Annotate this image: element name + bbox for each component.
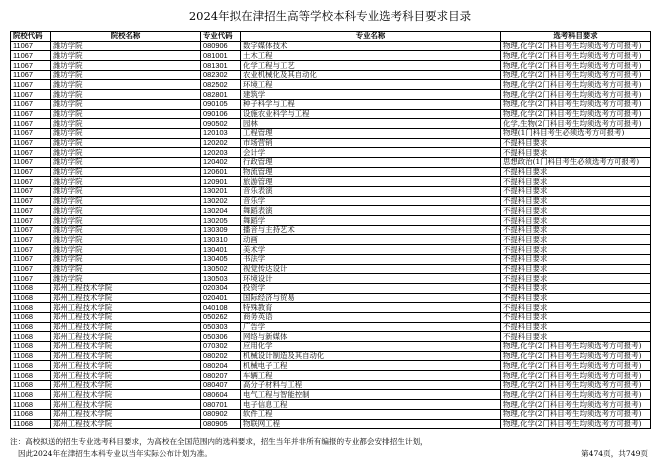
subject-requirement-cell: 不提科目要求 <box>501 206 651 216</box>
major-code-cell: 081301 <box>201 61 241 71</box>
major-code-cell: 120203 <box>201 148 241 158</box>
major-name-cell: 环境工程 <box>241 80 501 90</box>
subject-requirement-cell: 物理,化学(2门科目考生均须选考方可报考) <box>501 99 651 109</box>
table-row <box>11 264 651 274</box>
subject-requirement-cell: 物理,化学(2门科目考生均须选考方可报考) <box>501 51 651 61</box>
school-name-cell: 潍坊学院 <box>51 138 201 148</box>
school-code-cell: 11067 <box>11 254 51 264</box>
subject-requirement-cell: 物理,化学(2门科目考生均须选考方可报考) <box>501 380 651 390</box>
subject-requirement-cell: 不提科目要求 <box>501 274 651 284</box>
major-code-cell: 130401 <box>201 245 241 255</box>
major-name-cell: 土木工程 <box>241 51 501 61</box>
subject-requirement-cell: 物理,化学(2门科目考生均须选考方可报考) <box>501 361 651 371</box>
table-row <box>11 274 651 284</box>
school-name-cell: 郑州工程技术学院 <box>51 322 201 332</box>
major-code-cell: 080604 <box>201 390 241 400</box>
school-name-cell: 郑州工程技术学院 <box>51 293 201 303</box>
school-code-cell: 11067 <box>11 51 51 61</box>
school-name-cell: 潍坊学院 <box>51 245 201 255</box>
school-code-cell: 11067 <box>11 70 51 80</box>
school-code-cell: 11068 <box>11 342 51 352</box>
major-code-cell: 080905 <box>201 419 241 429</box>
major-name-cell: 园林 <box>241 119 501 129</box>
major-code-cell: 090106 <box>201 109 241 119</box>
major-code-cell: 120103 <box>201 128 241 138</box>
major-name-cell: 美术学 <box>241 245 501 255</box>
major-code-cell: 130502 <box>201 264 241 274</box>
major-name-cell: 物联网工程 <box>241 419 501 429</box>
subject-requirement-cell: 不提科目要求 <box>501 303 651 313</box>
table-row <box>11 361 651 371</box>
school-code-cell: 11068 <box>11 380 51 390</box>
table-row <box>11 187 651 197</box>
major-code-cell: 070302 <box>201 342 241 352</box>
major-code-cell: 082502 <box>201 80 241 90</box>
school-name-cell: 潍坊学院 <box>51 274 201 284</box>
school-code-cell: 11068 <box>11 283 51 293</box>
school-name-cell: 潍坊学院 <box>51 119 201 129</box>
major-code-cell: 130202 <box>201 196 241 206</box>
major-name-cell: 动画 <box>241 235 501 245</box>
table-row <box>11 148 651 158</box>
school-name-cell: 潍坊学院 <box>51 264 201 274</box>
subject-requirement-cell: 不提科目要求 <box>501 235 651 245</box>
school-code-cell: 11067 <box>11 119 51 129</box>
table-row <box>11 167 651 177</box>
school-code-cell: 11067 <box>11 264 51 274</box>
major-code-cell: 080202 <box>201 351 241 361</box>
table-row <box>11 322 651 332</box>
school-name-cell: 潍坊学院 <box>51 177 201 187</box>
major-name-cell: 车辆工程 <box>241 371 501 381</box>
school-code-cell: 11067 <box>11 41 51 51</box>
subject-requirement-cell: 物理,化学(2门科目考生均须选考方可报考) <box>501 371 651 381</box>
school-name-cell: 郑州工程技术学院 <box>51 332 201 342</box>
table-row <box>11 303 651 313</box>
school-name-cell: 潍坊学院 <box>51 187 201 197</box>
table-row <box>11 225 651 235</box>
subject-requirement-cell: 物理,化学(2门科目考生均须选考方可报考) <box>501 90 651 100</box>
major-name-cell: 电子信息工程 <box>241 400 501 410</box>
major-code-cell: 040108 <box>201 303 241 313</box>
major-code-cell: 090105 <box>201 99 241 109</box>
major-code-cell: 130204 <box>201 206 241 216</box>
school-code-cell: 11068 <box>11 361 51 371</box>
school-name-cell: 郑州工程技术学院 <box>51 303 201 313</box>
major-name-cell: 广告学 <box>241 322 501 332</box>
table-header-row <box>11 32 651 42</box>
major-name-cell: 设施农业科学与工程 <box>241 109 501 119</box>
major-code-cell: 120202 <box>201 138 241 148</box>
major-name-cell: 化学工程与工艺 <box>241 61 501 71</box>
major-name-cell: 音乐表演 <box>241 187 501 197</box>
major-name-cell: 环境设计 <box>241 274 501 284</box>
major-name-cell: 旅游管理 <box>241 177 501 187</box>
major-code-cell: 130201 <box>201 187 241 197</box>
major-code-cell: 130205 <box>201 216 241 226</box>
school-name-cell: 潍坊学院 <box>51 216 201 226</box>
table-row <box>11 119 651 129</box>
table-row <box>11 380 651 390</box>
subject-requirement-cell: 不提科目要求 <box>501 254 651 264</box>
school-name-cell: 潍坊学院 <box>51 235 201 245</box>
major-name-cell: 数字媒体技术 <box>241 41 501 51</box>
subject-requirement-cell: 不提科目要求 <box>501 283 651 293</box>
school-name-cell: 潍坊学院 <box>51 61 201 71</box>
subject-requirement-cell: 物理,化学(2门科目考生均须选考方可报考) <box>501 80 651 90</box>
major-code-cell: 130309 <box>201 225 241 235</box>
subject-requirement-cell: 不提科目要求 <box>501 216 651 226</box>
major-code-cell: 120402 <box>201 157 241 167</box>
major-name-cell: 建筑学 <box>241 90 501 100</box>
school-code-cell: 11068 <box>11 303 51 313</box>
school-code-cell: 11067 <box>11 128 51 138</box>
school-code-cell: 11067 <box>11 138 51 148</box>
requirements-table <box>10 31 651 429</box>
school-name-cell: 潍坊学院 <box>51 41 201 51</box>
major-code-cell: 130405 <box>201 254 241 264</box>
table-row <box>11 254 651 264</box>
major-code-cell: 082801 <box>201 90 241 100</box>
major-name-cell: 播音与主持艺术 <box>241 225 501 235</box>
table-row <box>11 283 651 293</box>
school-name-cell: 潍坊学院 <box>51 99 201 109</box>
table-row <box>11 400 651 410</box>
school-name-cell: 郑州工程技术学院 <box>51 361 201 371</box>
school-name-cell: 潍坊学院 <box>51 254 201 264</box>
school-code-cell: 11068 <box>11 419 51 429</box>
subject-requirement-cell: 物理,化学(2门科目考生均须选考方可报考) <box>501 109 651 119</box>
major-code-cell: 080701 <box>201 400 241 410</box>
subject-requirement-cell: 不提科目要求 <box>501 167 651 177</box>
school-name-cell: 潍坊学院 <box>51 148 201 158</box>
school-code-cell: 11067 <box>11 157 51 167</box>
subject-requirement-cell: 不提科目要求 <box>501 138 651 148</box>
subject-requirement-cell: 物理,化学(2门科目考生均须选考方可报考) <box>501 419 651 429</box>
table-row <box>11 51 651 61</box>
major-name-cell: 视觉传达设计 <box>241 264 501 274</box>
table-row <box>11 90 651 100</box>
footnote-line-1: 注：高校拟送的招生专业选考科目要求，为高校在全国范围内的选科要求，招生当年并非所有编报的专业都会安排招生计划， <box>10 437 428 446</box>
school-name-cell: 潍坊学院 <box>51 206 201 216</box>
table-row <box>11 80 651 90</box>
major-code-cell: 080906 <box>201 41 241 51</box>
school-code-cell: 11068 <box>11 390 51 400</box>
school-code-cell: 11067 <box>11 245 51 255</box>
table-row <box>11 371 651 381</box>
school-name-cell: 郑州工程技术学院 <box>51 342 201 352</box>
subject-requirement-cell: 物理,化学(2门科目考生均须选考方可报考) <box>501 390 651 400</box>
table-row <box>11 235 651 245</box>
school-code-cell: 11067 <box>11 80 51 90</box>
major-name-cell: 特殊教育 <box>241 303 501 313</box>
subject-requirement-cell: 不提科目要求 <box>501 312 651 322</box>
subject-requirement-cell: 不提科目要求 <box>501 187 651 197</box>
table-row <box>11 61 651 71</box>
major-code-cell: 050303 <box>201 322 241 332</box>
major-name-cell: 市场营销 <box>241 138 501 148</box>
table-row <box>11 109 651 119</box>
school-code-cell: 11068 <box>11 293 51 303</box>
major-code-cell: 080902 <box>201 409 241 419</box>
table-row <box>11 196 651 206</box>
table-row <box>11 390 651 400</box>
subject-requirement-cell: 物理,化学(2门科目考生均须选考方可报考) <box>501 41 651 51</box>
major-code-cell: 080204 <box>201 361 241 371</box>
school-code-cell: 11067 <box>11 167 51 177</box>
table-row <box>11 245 651 255</box>
school-code-cell: 11067 <box>11 90 51 100</box>
school-name-cell: 郑州工程技术学院 <box>51 409 201 419</box>
school-name-cell: 郑州工程技术学院 <box>51 371 201 381</box>
major-name-cell: 电气工程与智能控制 <box>241 390 501 400</box>
school-code-cell: 11067 <box>11 61 51 71</box>
table-row <box>11 312 651 322</box>
major-code-cell: 130310 <box>201 235 241 245</box>
school-name-cell: 潍坊学院 <box>51 128 201 138</box>
major-name-cell: 工程管理 <box>241 128 501 138</box>
major-code-cell: 020401 <box>201 293 241 303</box>
school-name-cell: 潍坊学院 <box>51 167 201 177</box>
major-name-cell: 舞蹈学 <box>241 216 501 226</box>
subject-requirement-cell: 不提科目要求 <box>501 148 651 158</box>
table-row <box>11 409 651 419</box>
table-row <box>11 216 651 226</box>
school-code-cell: 11067 <box>11 99 51 109</box>
school-code-cell: 11067 <box>11 109 51 119</box>
major-code-cell: 080207 <box>201 371 241 381</box>
major-code-cell: 081001 <box>201 51 241 61</box>
subject-requirement-cell: 不提科目要求 <box>501 225 651 235</box>
subject-requirement-cell: 不提科目要求 <box>501 245 651 255</box>
school-code-cell: 11068 <box>11 371 51 381</box>
subject-requirement-cell: 物理,化学(2门科目考生均须选考方可报考) <box>501 61 651 71</box>
school-name-cell: 潍坊学院 <box>51 80 201 90</box>
subject-requirement-cell: 物理,化学(2门科目考生均须选考方可报考) <box>501 342 651 352</box>
school-name-cell: 郑州工程技术学院 <box>51 312 201 322</box>
major-code-cell: 082302 <box>201 70 241 80</box>
school-name-cell: 郑州工程技术学院 <box>51 390 201 400</box>
subject-requirement-cell: 不提科目要求 <box>501 177 651 187</box>
major-name-cell: 音乐学 <box>241 196 501 206</box>
header-major-name: 专业名称 <box>241 32 501 42</box>
subject-requirement-cell: 物理(1门科目考生必须选考方可报考) <box>501 128 651 138</box>
school-name-cell: 潍坊学院 <box>51 196 201 206</box>
table-row <box>11 99 651 109</box>
major-name-cell: 种子科学与工程 <box>241 99 501 109</box>
table-row <box>11 138 651 148</box>
major-name-cell: 应用化学 <box>241 342 501 352</box>
table-row <box>11 206 651 216</box>
major-name-cell: 行政管理 <box>241 157 501 167</box>
major-name-cell: 农业机械化及其自动化 <box>241 70 501 80</box>
table-row <box>11 157 651 167</box>
major-name-cell: 软件工程 <box>241 409 501 419</box>
school-code-cell: 11067 <box>11 196 51 206</box>
footnote-line-2: 因此2024年在津招生本科专业以当年实际公布计划为准。 <box>18 449 212 458</box>
table-row <box>11 177 651 187</box>
table-row <box>11 128 651 138</box>
school-code-cell: 11068 <box>11 409 51 419</box>
subject-requirement-cell: 不提科目要求 <box>501 293 651 303</box>
subject-requirement-cell: 不提科目要求 <box>501 264 651 274</box>
school-code-cell: 11067 <box>11 187 51 197</box>
school-name-cell: 潍坊学院 <box>51 157 201 167</box>
subject-requirement-cell: 不提科目要求 <box>501 332 651 342</box>
major-code-cell: 130503 <box>201 274 241 284</box>
major-name-cell: 会计学 <box>241 148 501 158</box>
header-subject-requirements: 选考科目要求 <box>501 32 651 42</box>
school-code-cell: 11067 <box>11 148 51 158</box>
major-name-cell: 网络与新媒体 <box>241 332 501 342</box>
table-row <box>11 332 651 342</box>
table-row <box>11 41 651 51</box>
major-code-cell: 120901 <box>201 177 241 187</box>
school-name-cell: 郑州工程技术学院 <box>51 380 201 390</box>
header-school-code: 院校代码 <box>11 32 51 42</box>
school-name-cell: 郑州工程技术学院 <box>51 419 201 429</box>
major-name-cell: 机械设计制造及其自动化 <box>241 351 501 361</box>
major-name-cell: 国际经济与贸易 <box>241 293 501 303</box>
school-code-cell: 11067 <box>11 235 51 245</box>
major-code-cell: 120601 <box>201 167 241 177</box>
school-code-cell: 11067 <box>11 225 51 235</box>
page-number: 第474页，共749页 <box>581 449 648 458</box>
major-name-cell: 商务英语 <box>241 312 501 322</box>
school-code-cell: 11067 <box>11 274 51 284</box>
subject-requirement-cell: 物理,化学(2门科目考生均须选考方可报考) <box>501 70 651 80</box>
school-name-cell: 潍坊学院 <box>51 225 201 235</box>
school-code-cell: 11068 <box>11 332 51 342</box>
subject-requirement-cell: 物理,化学(2门科目考生均须选考方可报考) <box>501 409 651 419</box>
school-code-cell: 11068 <box>11 312 51 322</box>
major-code-cell: 050306 <box>201 332 241 342</box>
subject-requirement-cell: 化学,生物(2门科目考生均须选考方可报考) <box>501 119 651 129</box>
major-code-cell: 080407 <box>201 380 241 390</box>
major-name-cell: 书法学 <box>241 254 501 264</box>
major-name-cell: 机械电子工程 <box>241 361 501 371</box>
school-code-cell: 11067 <box>11 216 51 226</box>
subject-requirement-cell: 物理,化学(2门科目考生均须选考方可报考) <box>501 351 651 361</box>
major-name-cell: 物流管理 <box>241 167 501 177</box>
school-code-cell: 11068 <box>11 400 51 410</box>
school-code-cell: 11067 <box>11 206 51 216</box>
school-name-cell: 郑州工程技术学院 <box>51 283 201 293</box>
major-name-cell: 投资学 <box>241 283 501 293</box>
subject-requirement-cell: 不提科目要求 <box>501 196 651 206</box>
table-row <box>11 70 651 80</box>
major-name-cell: 舞蹈表演 <box>241 206 501 216</box>
school-name-cell: 潍坊学院 <box>51 70 201 80</box>
school-name-cell: 潍坊学院 <box>51 90 201 100</box>
school-code-cell: 11067 <box>11 177 51 187</box>
major-code-cell: 050262 <box>201 312 241 322</box>
page-title: 2024年拟在津招生高等学校本科专业选考科目要求目录 <box>188 9 472 23</box>
subject-requirement-cell: 不提科目要求 <box>501 322 651 332</box>
school-code-cell: 11068 <box>11 351 51 361</box>
school-name-cell: 郑州工程技术学院 <box>51 351 201 361</box>
table-row <box>11 419 651 429</box>
major-code-cell: 090502 <box>201 119 241 129</box>
header-major-code: 专业代码 <box>201 32 241 42</box>
table-row <box>11 342 651 352</box>
header-school-name: 院校名称 <box>51 32 201 42</box>
subject-requirement-cell: 思想政治(1门科目考生必须选考方可报考) <box>501 157 651 167</box>
major-name-cell: 高分子材料与工程 <box>241 380 501 390</box>
school-name-cell: 郑州工程技术学院 <box>51 400 201 410</box>
table-row <box>11 293 651 303</box>
school-code-cell: 11068 <box>11 322 51 332</box>
major-code-cell: 020304 <box>201 283 241 293</box>
table-row <box>11 351 651 361</box>
school-name-cell: 潍坊学院 <box>51 51 201 61</box>
subject-requirement-cell: 物理,化学(2门科目考生均须选考方可报考) <box>501 400 651 410</box>
school-name-cell: 潍坊学院 <box>51 109 201 119</box>
